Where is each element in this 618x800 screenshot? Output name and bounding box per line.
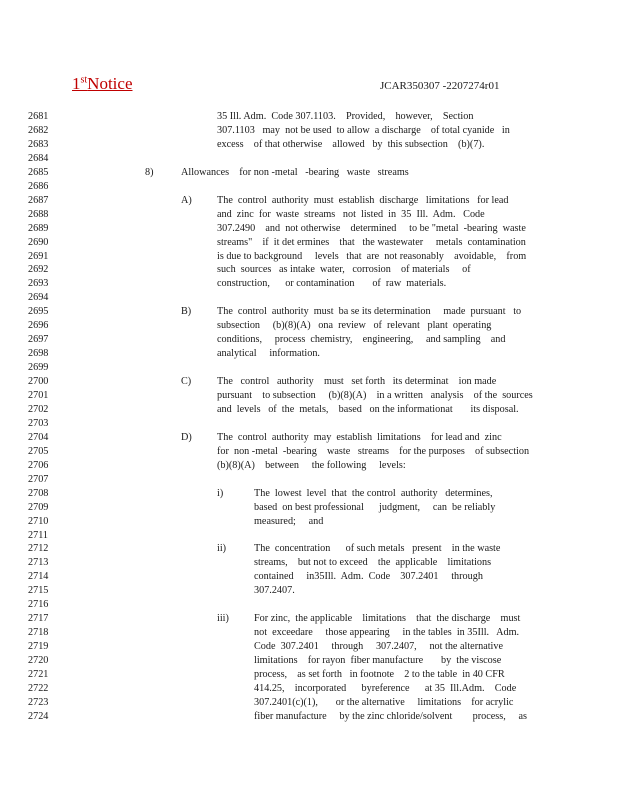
- line-text: such sources as intake water, corrosion of materials of: [217, 264, 471, 276]
- document-line: [0, 361, 618, 375]
- line-text: Allowances for non -metal -bearing waste streams: [181, 166, 409, 178]
- document-line: [0, 417, 618, 431]
- notice-number: 1: [72, 74, 81, 93]
- line-text: 35 Ill. Adm. Code 307.1103. Provided, however, Section: [217, 111, 474, 122]
- document-line: [0, 515, 618, 529]
- document-line: [0, 626, 618, 640]
- line-number: 2714: [28, 571, 49, 583]
- document-line: [0, 291, 618, 305]
- line-number: 2698: [28, 348, 49, 360]
- line-number: 2686: [28, 180, 49, 192]
- document-line: [0, 389, 618, 403]
- document-line: [0, 654, 618, 668]
- line-text: The control authority must ba se its determination made pursuant to: [217, 306, 522, 318]
- item-marker: D): [181, 431, 192, 443]
- document-line: [0, 222, 618, 236]
- document-line: [0, 668, 618, 682]
- document-line: [0, 208, 618, 222]
- document-line: [0, 556, 618, 570]
- line-number: 2691: [28, 250, 49, 262]
- line-text: measured; and: [254, 515, 324, 527]
- document-line: [0, 263, 618, 277]
- line-number: 2701: [28, 390, 49, 401]
- line-number: 2699: [28, 362, 49, 374]
- item-marker: ii): [217, 543, 227, 555]
- line-text: The control authority must establish discharge limitations for lead: [217, 194, 509, 206]
- line-text: The lowest level that the control authority determines,: [254, 487, 493, 499]
- document-line: [0, 431, 618, 445]
- line-text: 307.2401(c)(1), or the alternative limitations for acrylic: [254, 696, 514, 708]
- document-line: [0, 682, 618, 696]
- line-number: 2721: [28, 669, 49, 680]
- line-number: 2724: [28, 710, 49, 722]
- document-line: [0, 236, 618, 250]
- line-text: fiber manufacture by the zinc chloride/solvent process, as: [254, 710, 527, 722]
- notice-suffix: st: [80, 74, 88, 86]
- line-text: and zinc for waste streams not listed in 35 Ill. Adm. Code: [217, 208, 485, 220]
- line-text: The concentration of such metals present in the waste: [254, 543, 501, 555]
- item-marker: 8): [145, 166, 154, 178]
- line-number: 2689: [28, 222, 49, 234]
- document-line: [0, 445, 618, 459]
- document-line: [0, 710, 618, 724]
- item-marker: B): [181, 306, 192, 318]
- line-text: excess of that otherwise allowed by this subsection (b)(7).: [217, 138, 485, 150]
- line-number: 2696: [28, 320, 49, 332]
- line-number: 2713: [28, 557, 49, 569]
- line-number: 2695: [28, 306, 49, 318]
- line-text: contained in35Ill. Adm. Code 307.2401 through: [254, 571, 483, 583]
- line-number: 2687: [28, 194, 49, 206]
- line-text: based on best professional judgment, can be reliably: [254, 501, 496, 513]
- document-line: [0, 696, 618, 710]
- document-line: [0, 110, 618, 124]
- document-line: [0, 166, 618, 180]
- notice-heading: [72, 74, 133, 94]
- document-line: [0, 612, 618, 626]
- line-text: The control authority must set forth its determinat ion made: [217, 376, 497, 388]
- line-text: analytical information.: [217, 348, 320, 360]
- line-number: 2685: [28, 166, 49, 178]
- line-number: 2710: [28, 515, 49, 527]
- line-number: 2681: [28, 111, 49, 122]
- line-number: 2682: [28, 124, 49, 136]
- line-text: and levels of the metals, based on the informationat its disposal.: [217, 403, 519, 415]
- document-line: [0, 640, 618, 654]
- line-text: Code 307.2401 through 307.2407, not the alternative: [254, 641, 503, 653]
- line-text: process, as set forth in footnote 2 to the table in 40 CFR: [254, 669, 505, 680]
- line-number: 2723: [28, 696, 49, 708]
- line-text: streams, but not to exceed the applicable limitations: [254, 557, 492, 569]
- line-number: 2719: [28, 641, 49, 653]
- document-line: [0, 542, 618, 556]
- line-number: 2722: [28, 682, 49, 694]
- document-line: [0, 194, 618, 208]
- document-line: [0, 501, 618, 515]
- line-text: streams" if it det ermines that the wastewater metals contamination: [217, 236, 526, 248]
- line-text: For zinc, the applicable limitations that the discharge must: [254, 613, 521, 625]
- line-text: construction, or contamination of raw materials.: [217, 278, 447, 290]
- item-marker: i): [217, 487, 224, 499]
- document-line: [0, 459, 618, 473]
- document-line: [0, 403, 618, 417]
- line-number: 2684: [28, 152, 49, 164]
- line-number: 2704: [28, 431, 49, 443]
- line-text: pursuant to subsection (b)(8)(A) in a written analysis of the sources: [217, 390, 533, 401]
- item-marker: A): [181, 194, 192, 206]
- document-line: [0, 333, 618, 347]
- line-number: 2716: [28, 599, 49, 611]
- line-text: for non -metal -bearing waste streams for the purposes of subsection: [217, 445, 530, 457]
- line-number: 2720: [28, 655, 49, 667]
- item-marker: C): [181, 376, 192, 388]
- line-number: 2694: [28, 292, 49, 304]
- item-marker: iii): [217, 613, 229, 625]
- document-id: JCAR350307 -2207274r01: [380, 80, 500, 92]
- document-line: [0, 473, 618, 487]
- document-line: [0, 570, 618, 584]
- document-line: [0, 138, 618, 152]
- line-text: 414.25, incorporated byreference at 35 Ill.Adm. Code: [254, 682, 517, 694]
- document-line: [0, 347, 618, 361]
- line-number: 2703: [28, 417, 49, 429]
- line-text: 307.2407.: [254, 585, 295, 597]
- document-line: [0, 305, 618, 319]
- line-number: 2705: [28, 445, 49, 457]
- document-line: [0, 598, 618, 612]
- line-number: 2683: [28, 138, 49, 150]
- line-number: 2688: [28, 208, 49, 220]
- line-number: 2718: [28, 627, 49, 639]
- line-number: 2711: [28, 529, 48, 541]
- document-line: [0, 487, 618, 501]
- document-line: [0, 584, 618, 598]
- line-number: 2702: [28, 403, 49, 415]
- line-number: 2715: [28, 585, 49, 597]
- document-line: [0, 180, 618, 194]
- line-number: 2708: [28, 487, 49, 499]
- line-number: 2709: [28, 501, 49, 513]
- document-line: [0, 277, 618, 291]
- document-line: [0, 250, 618, 264]
- document-line: [0, 529, 618, 543]
- line-number: 2690: [28, 236, 49, 248]
- line-text: conditions, process chemistry, engineering, and sampling and: [217, 334, 506, 346]
- notice-word: Notice: [87, 74, 133, 93]
- line-text: (b)(8)(A) between the following levels:: [217, 459, 406, 471]
- line-number: 2697: [28, 334, 49, 346]
- line-number: 2700: [28, 376, 49, 388]
- line-text: limitations for rayon fiber manufacture by the viscose: [254, 655, 502, 667]
- line-text: is due to background levels that are not reasonably avoidable, from: [217, 250, 527, 262]
- document-line: [0, 124, 618, 138]
- line-number: 2717: [28, 613, 49, 625]
- line-number: 2712: [28, 543, 49, 555]
- line-text: 307.1103 may not be used to allow a discharge of total cyanide in: [217, 124, 510, 136]
- line-text: 307.2490 and not otherwise determined to be "metal -bearing waste: [217, 222, 526, 234]
- line-number: 2692: [28, 264, 49, 276]
- line-number: 2706: [28, 459, 49, 471]
- line-number: 2707: [28, 473, 49, 485]
- line-number: 2693: [28, 278, 49, 290]
- document-line: [0, 375, 618, 389]
- document-line: [0, 319, 618, 333]
- line-text: subsection (b)(8)(A) ona review of relevant plant operating: [217, 320, 492, 332]
- line-text: not exceedare those appearing in the tables in 35Ill. Adm.: [254, 627, 520, 639]
- document-line: [0, 152, 618, 166]
- line-text: The control authority may establish limitations for lead and zinc: [217, 431, 502, 443]
